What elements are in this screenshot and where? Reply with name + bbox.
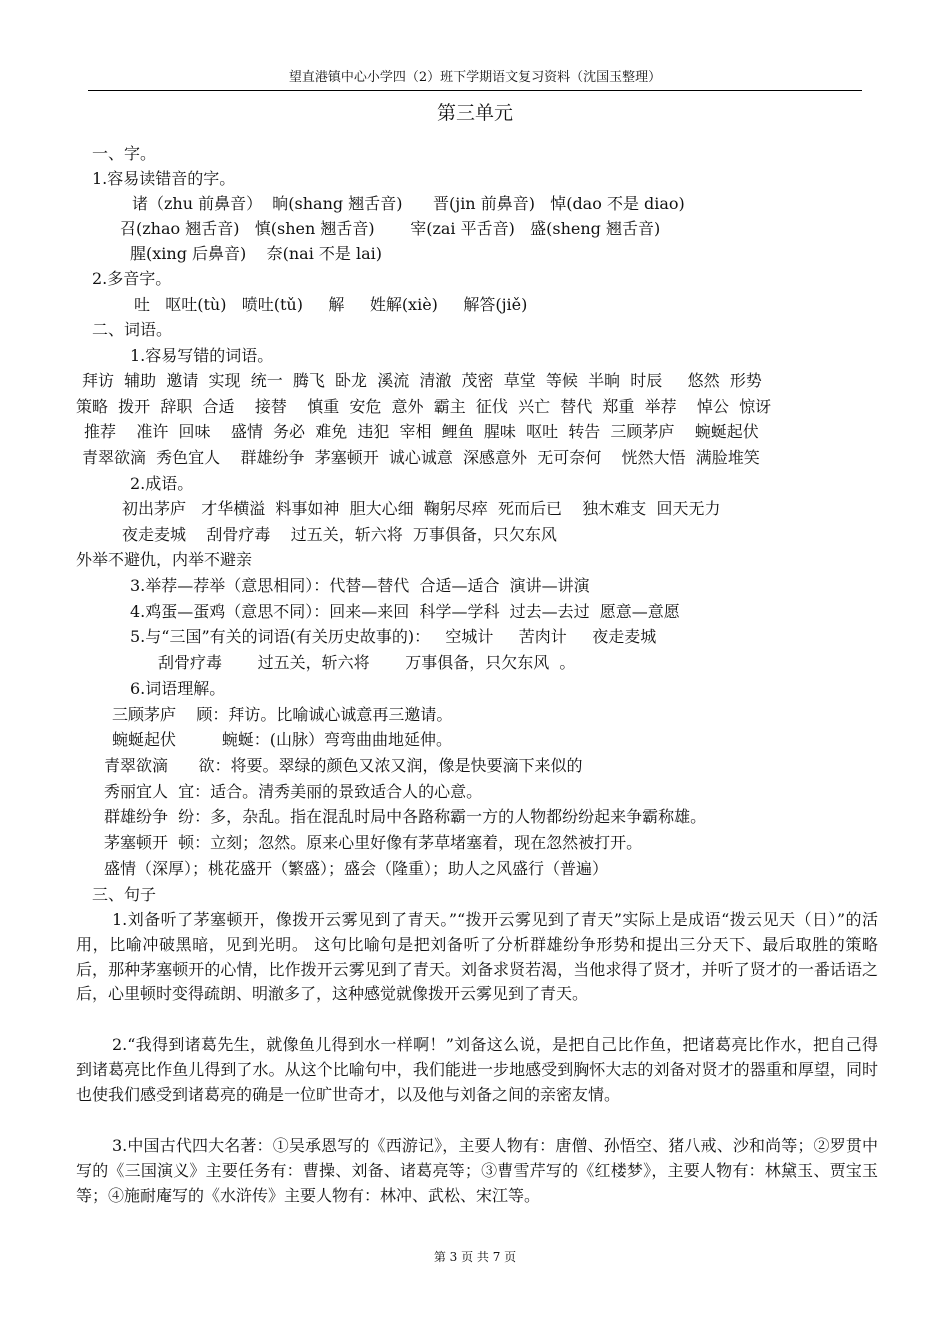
reversed-pairs: 4.鸡蛋—蛋鸡（意思不同）：回来—来回 科学—学科 过去—去过 愿意—意愿 [130,602,680,621]
sentence-paragraph-1: 1.刘备听了茅塞顿开，像拨开云雾见到了青天。”“拨开云雾见到了青天”实际上是成语“拨云见天（日）”的活用，比喻冲破黑暗，见到光明。 这句比喻句是把刘备听了分析群雄纷争形势和提出三分天下、最后取胜的策略后，那种茅塞顿开的心情，比作拨开云雾见到了青天。刘备求贤若渴，当他求得了贤才，并听了贤才的一番话语之后，心里顿时变得疏朗、明澈多了，这种感觉就像拨开云雾见到了青天。 [76,910,878,1004]
subheading-miswritten: 1.容易写错的词语。 [130,346,274,365]
section-heading-sentences: 三、句子 [92,885,157,904]
sentence-paragraph-3: 3.中国古代四大名著：①吴承恩写的《西游记》，主要人物有：唐僧、孙悟空、猪八戒、沙和尚等；②罗贯中写的《三国演义》主要任务有：曹操、刘备、诸葛亮等；③曹雪芹写的《红楼梦》，主要人物有：林黛玉、贾宝玉等；④施耐庵写的《水浒传》主要人物有：林冲、武松、宋江等。 [76,1136,878,1205]
pronunciation-line-1: 诸（zhu 前鼻音） 晌(shang 翘舌音) 晋(jin 前鼻音) 悼(dao 不是 diao) [132,194,685,213]
definition-5: 群雄纷争 纷：多，杂乱。指在混乱时局中各路称霸一方的人物都纷纷起来争霸称雄。 [104,807,707,826]
definition-1: 三顾茅庐 顾：拜访。比喻诚心诚意再三邀请。 [112,705,453,724]
page-header: 望直港镇中心小学四（2）班下学期语文复习资料（沈国玉整理） [88,68,862,91]
three-kingdoms-words: 5.与“三国”有关的词语(有关历史故事的)： 空城计 苦肉计 夜走麦城 [130,627,657,646]
idiom-line-2: 夜走麦城 刮骨疗毒 过五关，斩六将 万事俱备，只欠东风 [122,525,557,544]
three-kingdoms-words-cont: 刮骨疗毒 过五关，斩六将 万事俱备，只欠东风 。 [158,653,576,672]
subheading-idioms: 2.成语。 [130,474,194,493]
pronunciation-line-2: 召(zhao 翘舌音) 慎(shen 翘舌音) 宰(zai 平舌音) 盛(sheng 翘舌音) [120,219,661,238]
idiom-line-3: 外举不避仇，内举不避亲 [76,550,253,569]
subheading-understanding: 6.词语理解。 [130,679,226,698]
word-list-line-2: 策略 拨开 辞职 合适 接替 慎重 安危 意外 霸主 征伐 兴亡 替代 郑重 举荐 悼公 惊讶 [76,397,772,416]
sentence-paragraph-2: 2.“我得到诸葛先生，就像鱼儿得到水一样啊！”刘备这么说，是把自己比作鱼，把诸葛亮比作水，把自己得到诸葛亮比作鱼儿得到了水。从这个比喻句中，我们能进一步地感受到胸怀大志的刘备对贤才的器重和厚望，同时也使我们感受到诸葛亮的确是一位旷世奇才，以及他与刘备之间的亲密友情。 [76,1035,878,1104]
page-title: 第三单元 [436,102,513,124]
polyphonic-line: 吐 呕吐(tù) 喷吐(tǔ) 解 姓解(xiè) 解答(jiě) [134,295,528,314]
definition-4: 秀丽宜人 宜：适合。清秀美丽的景致适合人的心意。 [104,782,483,801]
definition-7: 盛情（深厚）；桃花盛开（繁盛）；盛会（隆重）；助人之风盛行（普遍） [104,859,609,878]
word-list-line-4: 青翠欲滴 秀色宜人 群雄纷争 茅塞顿开 诚心诚意 深感意外 无可奈何 恍然大悟 满脸堆笑 [82,448,760,467]
pronunciation-line-3: 腥(xing 后鼻音) 奈(nai 不是 lai) [130,244,382,263]
page-footer: 第 3 页 共 7 页 [433,1250,517,1264]
definition-3: 青翠欲滴 欲：将要。翠绿的颜色又浓又润，像是快要滴下来似的 [104,756,583,775]
definition-6: 茅塞顿开 顿：立刻；忽然。原来心里好像有茅草堵塞着，现在忽然被打开。 [104,833,643,852]
subheading-polyphonic: 2.多音字。 [92,269,172,288]
definition-2: 蜿蜒起伏 蜿蜒：(山脉）弯弯曲曲地延伸。 [112,730,453,749]
subheading-mispronounced: 1.容易读错音的字。 [92,169,236,188]
word-list-line-3: 推荐 准许 回味 盛情 务必 难免 违犯 宰相 鲤鱼 腥味 呕吐 转告 三顾茅庐 蜿蜒起伏 [84,422,759,441]
synonym-pairs: 3.举荐—荐举（意思相同）：代替—替代 合适—适合 演讲—讲演 [130,576,590,595]
section-heading-words: 二、词语。 [92,320,173,339]
word-list-line-1: 拜访 辅助 邀请 实现 统一 腾飞 卧龙 溪流 清澈 茂密 草堂 等候 半晌 时辰 悠然 形势 [82,371,762,390]
section-heading-characters: 一、字。 [92,144,157,163]
idiom-line-1: 初出茅庐 才华横溢 料事如神 胆大心细 鞠躬尽瘁 死而后已 独木难支 回天无力 [122,499,721,518]
